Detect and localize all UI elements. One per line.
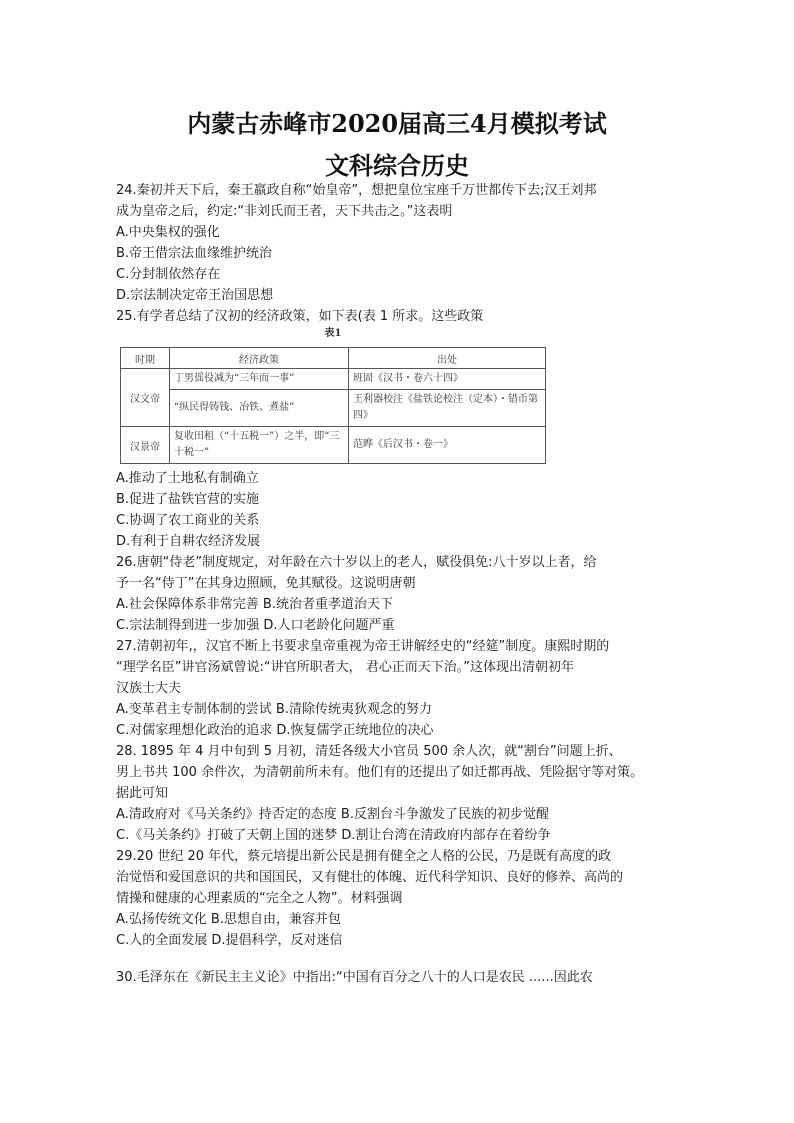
question-stem: 据此可知: [116, 786, 169, 801]
question-29: [116, 846, 676, 951]
table-row: [121, 390, 546, 427]
table-cell-period: 汉景帝: [121, 427, 170, 464]
spacer: [116, 951, 676, 967]
option-ab: A.清政府对《马关条约》持否定的态度 B.反割台斗争激发了民族的初步觉醒: [116, 807, 549, 822]
question-30: [116, 967, 676, 988]
question-stem: 24.秦初并天下后，秦王嬴政自称“始皇帝”，想把皇位宝座千万世都传下去;汉王刘邦: [116, 183, 597, 198]
option-b: B.促进了盐铁官营的实施: [116, 492, 260, 507]
option-cd: C.人的全面发展 D.提倡科学，反对迷信: [116, 933, 343, 948]
question-stem: 汉族士大夫: [116, 681, 182, 696]
option-a: A.中央集权的强化: [116, 225, 220, 240]
question-stem: 25.有学者总结了汉初的经济政策，如下表(表 1 所求。这些政策: [116, 309, 484, 324]
question-stem: 28. 1895 年 4 月中旬到 5 月初，清廷各级大小官员 500 余人次，就“割台”问题上折、: [116, 744, 622, 759]
option-d: D.有利于自耕农经济发展: [116, 534, 261, 549]
option-c: C.分封制依然存在: [116, 267, 221, 282]
question-stem: 男上书共 100 余件次，为清朝前所未有。他们有的还提出了如迁都再战、凭险据守等对策。: [116, 765, 644, 780]
table-cell-policy: 复收田租（“十五税一”）之半，即“三十税一”: [170, 427, 349, 464]
table-cell-source: 班固《汉书・卷六十四》: [349, 369, 546, 390]
table-caption: 表1: [324, 328, 342, 339]
option-c: C.协调了农工商业的关系: [116, 513, 260, 528]
option-d: D.宗法制决定帝王治国思想: [116, 288, 274, 303]
table-row: [121, 369, 546, 390]
policy-table: [120, 347, 546, 464]
table-cell-source: 范晔《后汉书・卷一》: [349, 427, 546, 464]
table-header: 出处: [349, 348, 546, 369]
page-subtitle: 文科综合历史: [325, 151, 469, 180]
table-cell-policy: “纵民得铸钱、冶铁、煮盐”: [170, 390, 349, 427]
question-stem: 26.唐朝“侍老”制度规定，对年龄在六十岁以上的老人，赋役俱免:八十岁以上者，给: [116, 555, 597, 570]
option-b: B.帝王借宗法血缘维护统治: [116, 246, 273, 261]
question-24: [116, 180, 676, 306]
table-row: [121, 427, 546, 464]
table-cell-source: 王利器校注《盐铁论校注（定本）・错币第四》: [349, 390, 546, 427]
question-stem: 30.毛泽东在《新民主主义论》中指出:“中国有百分之八十的人口是农民 ......因此农: [116, 970, 593, 985]
option-ab: A.变革君主专制体制的尝试 B.清除传统夷狄观念的努力: [116, 702, 432, 717]
question-stem: 27.清朝初年,，汉官不断上书要求皇帝重视为帝王讲解经史的“经筵”制度。康熙时期的: [116, 639, 610, 654]
table-header: 时期: [121, 348, 170, 369]
option-cd: C.对儒家理想化政治的追求 D.恢复儒学正统地位的决心: [116, 723, 434, 738]
question-28: [116, 741, 676, 846]
table-header: 经济政策: [170, 348, 349, 369]
option-a: A.推动了土地私有制确立: [116, 471, 259, 486]
table-cell-period: 汉文帝: [121, 369, 170, 427]
question-stem: 情操和健康的心理素质的“完全之人物”。材料强调: [116, 891, 403, 906]
question-stem: “理学名臣”讲官汤斌曾说:“讲官所职者大， 君心正而天下治。”这体现出清朝初年: [116, 660, 574, 675]
table-cell-policy: 丁男徭役减为“三年而一事”: [170, 369, 349, 390]
question-stem: 治觉悟和爱国意识的共和国国民，又有健壮的体魄、近代科学知识、良好的修养、高尚的: [116, 870, 624, 885]
option-cd: C.宗法制得到进一步加强 D.人口老龄化问题严重: [116, 618, 395, 633]
option-cd: C.《马关条约》打破了天朝上国的迷梦 D.割让台湾在清政府内部存在着纷争: [116, 828, 551, 843]
option-ab: A.弘扬传统文化 B.思想自由，兼容并包: [116, 912, 341, 927]
question-26: [116, 552, 676, 636]
question-25: [116, 306, 676, 552]
question-27: [116, 636, 676, 741]
option-ab: A.社会保障体系非常完善 B.统治者重孝道治天下: [116, 597, 393, 612]
page-title: 内蒙古赤峰市2020届高三4月模拟考试: [187, 109, 607, 138]
question-stem: 成为皇帝之后，约定:“非刘氏而王者，天下共击之。”这表明: [116, 204, 453, 219]
question-stem: 29.20 世纪 20 年代，蔡元培提出新公民是拥有健全之人格的公民，乃是既有高度的政: [116, 849, 612, 864]
table-header-row: [121, 348, 546, 369]
question-list: [116, 180, 676, 988]
question-stem: 予一名“侍丁”在其身边照顾，免其赋役。这说明唐朝: [116, 576, 416, 591]
